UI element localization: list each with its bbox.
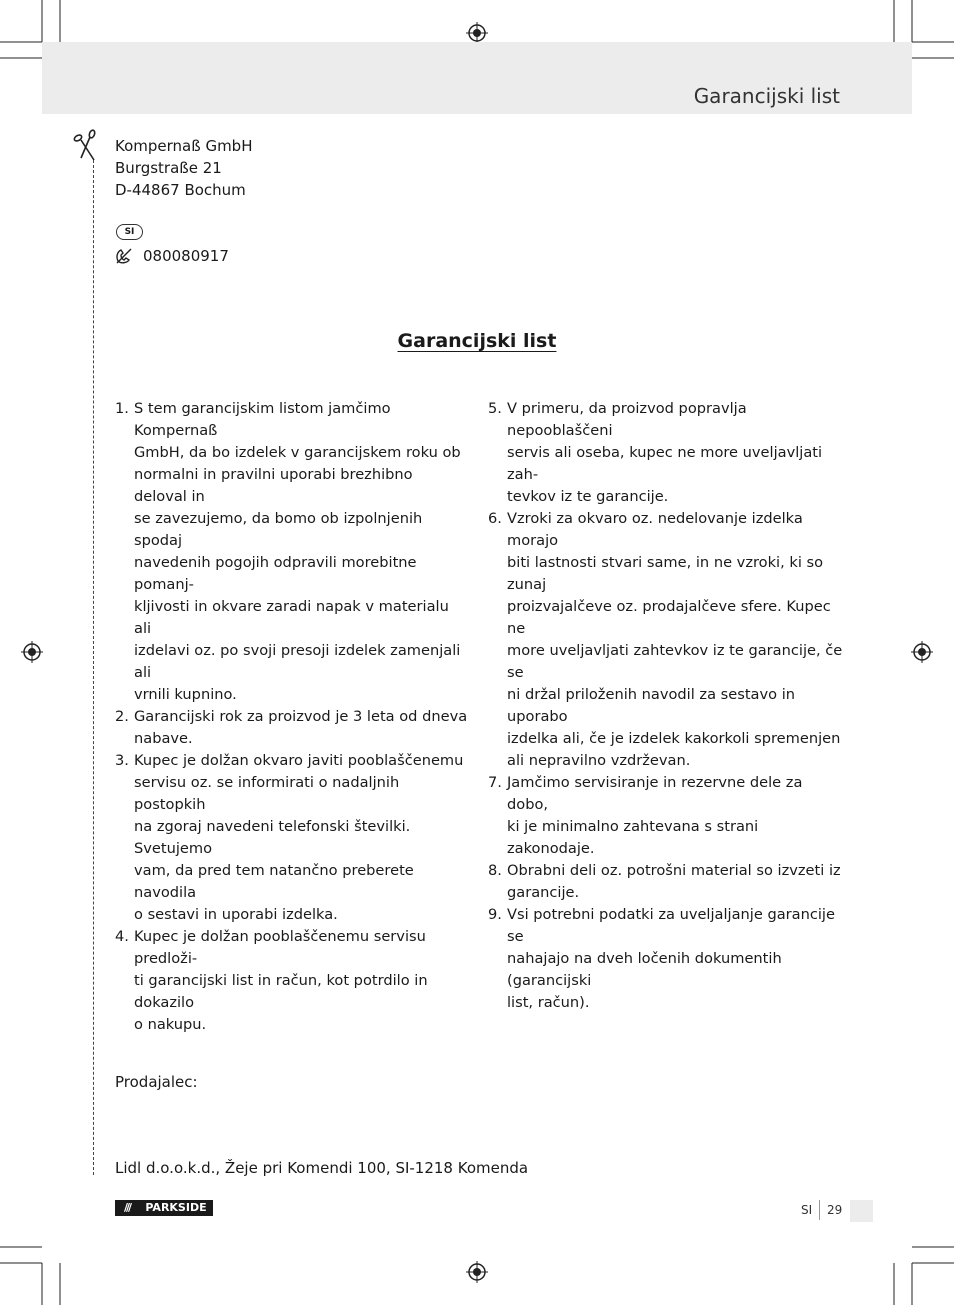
term-line: Kupec je dolžan pooblaščenemu servisu predloži- (134, 928, 426, 967)
term-line: Vzroki za okvaro oz. nedelovanje izdelka morajo (507, 510, 803, 549)
seller-label: Prodajalec: (115, 1073, 198, 1091)
term-line: Vsi potrebni podatki za uveljaljanje garancije se (507, 906, 835, 945)
phone-icon (115, 247, 133, 265)
term-line: kljivosti in okvare zaradi napak v materialu ali (134, 598, 449, 637)
service-phone: 080080917 (143, 247, 229, 265)
term-line: normalni in pravilni uporabi brezhibno deloval in (134, 466, 413, 505)
terms-left-column (115, 398, 470, 1036)
term-line: servisu oz. se informirati o nadaljnih postopkih (134, 774, 400, 813)
country-badge: SI (116, 224, 143, 240)
registration-mark-icon (911, 641, 933, 663)
term-line: o sestavi in uporabi izdelka. (134, 906, 338, 923)
term-line: Obrabni deli oz. potrošni material so izvzeti iz (507, 862, 841, 879)
logo-stripes: /// (123, 1201, 131, 1214)
term-line: izdelka ali, če je izdelek kakorkoli spremenjen (507, 730, 841, 747)
term-number: 5. (488, 400, 502, 417)
registration-mark-icon (21, 641, 43, 663)
term-line: list, račun). (507, 994, 590, 1011)
term-text (507, 904, 843, 1014)
brand-logo (115, 1200, 213, 1216)
term-line: na zgoraj navedeni telefonski številki. Svetujemo (134, 818, 411, 857)
term-number: 2. (115, 708, 129, 725)
term-item (115, 750, 470, 926)
term-line: Garancijski rok za proizvod je 3 leta od dneva (134, 708, 468, 725)
term-line: Jamčimo servisiranje in rezervne dele za dobo, (507, 774, 803, 813)
term-line: ali nepravilno vzdrževan. (507, 752, 691, 769)
company-name: Kompernaß GmbH (115, 137, 253, 155)
term-line: servis ali oseba, kupec ne more uveljavljati zah- (507, 444, 823, 483)
term-text (507, 398, 843, 508)
term-line: o nakupu. (134, 1016, 207, 1033)
term-number: 4. (115, 928, 129, 945)
term-line: ni držal priloženih navodil za sestavo in uporabo (507, 686, 796, 725)
term-line: Kupec je dolžan okvaro javiti pooblaščenemu (134, 752, 464, 769)
term-item (488, 904, 843, 1014)
term-number: 7. (488, 774, 502, 791)
term-line: ki je minimalno zahtevana s strani zakonodaje. (507, 818, 759, 857)
term-line: ti garancijski list in račun, kot potrdilo in dokazilo (134, 972, 428, 1011)
term-text (507, 508, 843, 772)
term-item (115, 706, 470, 750)
term-item (488, 860, 843, 904)
main-title (0, 330, 954, 352)
term-number: 9. (488, 906, 502, 923)
cut-line (93, 160, 94, 1175)
term-line: nahajajo na dveh ločenih dokumentih (garancijski (507, 950, 782, 989)
term-item (115, 398, 470, 706)
registration-mark-icon (466, 1261, 488, 1283)
term-number: 6. (488, 510, 502, 527)
term-line: nabave. (134, 730, 193, 747)
term-text (134, 398, 470, 706)
terms-right-column (488, 398, 843, 1014)
term-text (507, 772, 843, 860)
company-city: D-44867 Bochum (115, 181, 246, 199)
footer-language: SI (801, 1203, 813, 1217)
term-line: V primeru, da proizvod popravlja nepooblaščeni (507, 400, 747, 439)
main-title-text: Garancijski list (397, 330, 557, 352)
term-item (488, 508, 843, 772)
term-number: 3. (115, 752, 129, 769)
term-line: tevkov iz te garancije. (507, 488, 669, 505)
company-street: Burgstraße 21 (115, 159, 222, 177)
term-number: 1. (115, 400, 129, 417)
term-text (134, 750, 470, 926)
scissors-icon (70, 128, 98, 162)
term-line: S tem garancijskim listom jamčimo Kompernaß (134, 400, 391, 439)
term-item (488, 398, 843, 508)
term-line: se zavezujemo, da bomo ob izpolnjenih spodaj (134, 510, 423, 549)
term-item (115, 926, 470, 1036)
term-line: more uveljavljati zahtevkov iz te garancije, če se (507, 642, 843, 681)
term-line: vrnili kupnino. (134, 686, 237, 703)
term-line: biti lastnosti stvari same, in ne vzroki, ki so zunaj (507, 554, 824, 593)
term-line: GmbH, da bo izdelek v garancijskem roku ob (134, 444, 461, 461)
term-line: izdelavi oz. po svoji presoji izdelek zamenjali ali (134, 642, 461, 681)
term-item (488, 772, 843, 860)
page-tab (850, 1200, 873, 1222)
term-line: garancije. (507, 884, 580, 901)
registration-mark-icon (466, 22, 488, 44)
term-line: proizvajalčeve oz. prodajalčeve sfere. Kupec ne (507, 598, 831, 637)
header-title: Garancijski list (693, 84, 840, 108)
footer-divider (819, 1200, 820, 1220)
term-text (134, 706, 470, 750)
term-text (507, 860, 843, 904)
term-text (134, 926, 470, 1036)
page-number: 29 (827, 1203, 843, 1217)
distributor-address: Lidl d.o.o.k.d., Žeje pri Komendi 100, SI-1218 Komenda (115, 1159, 529, 1177)
term-number: 8. (488, 862, 502, 879)
term-line: navedenih pogojih odpravili morebitne pomanj- (134, 554, 417, 593)
term-line: vam, da pred tem natančno preberete navodila (134, 862, 414, 901)
logo-text: PARKSIDE (145, 1201, 207, 1214)
